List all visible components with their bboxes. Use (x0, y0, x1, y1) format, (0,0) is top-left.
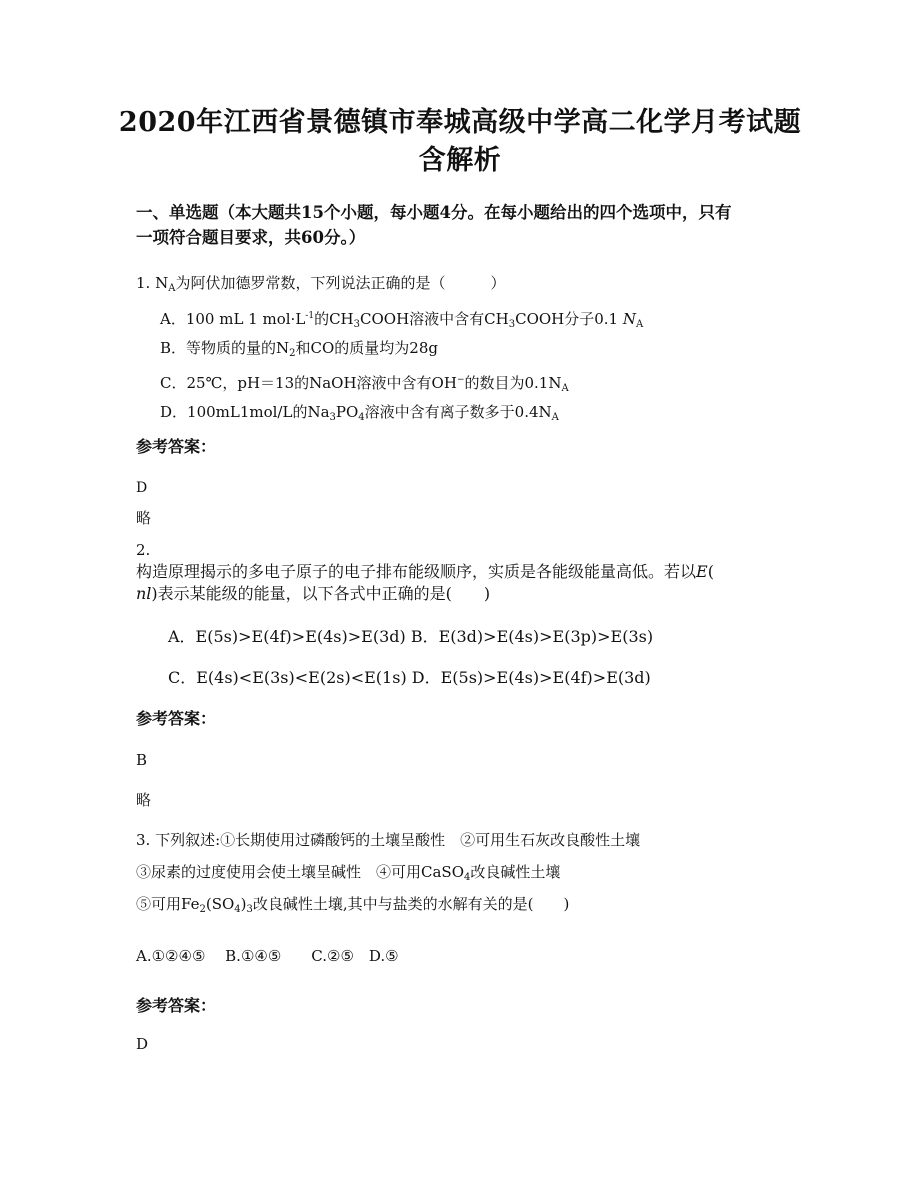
q1-d-part2: PO (335, 403, 359, 421)
section-heading-line-2: 一项符合题目要求，共60分。） (136, 228, 366, 247)
q1-a-n: N (622, 310, 636, 328)
q1-d-sub1: 3 (329, 412, 336, 423)
q3-line3-part4: 改良碱性土壤,其中与盐类的水解有关的是( ) (252, 895, 570, 913)
q1-answer: D (136, 480, 148, 496)
section-heading (136, 200, 786, 250)
q2-answer-label: 参考答案： (136, 709, 217, 728)
q1-b-sub: 2 (289, 348, 296, 359)
q1-a-part2: 的CH (314, 310, 354, 328)
q2-number: 2. (136, 541, 151, 559)
q1-a-sub1: 3 (353, 319, 360, 330)
q1-b-part1: B．等物质的量的N (160, 339, 290, 357)
q1-c-sup: − (456, 375, 465, 385)
q1-n-sub: A (168, 283, 176, 294)
q2-stem2-nl: nl (136, 584, 152, 603)
q2-note: 略 (136, 791, 152, 809)
q1-c-part2: 的数目为0.1N (464, 374, 562, 392)
q3-line-1: 3. 下列叙述:①长期使用过磷酸钙的土壤呈酸性 ②可用生石灰改良酸性土壤 (136, 831, 641, 849)
q1-answer-label: 参考答案： (136, 437, 217, 456)
q2-stem1-e: E (696, 562, 708, 581)
section-heading-line-1: 一、单选题（本大题共15个小题，每小题4分。在每小题给出的四个选项中，只有 (136, 203, 732, 222)
title-line-2: 含解析 (418, 145, 502, 176)
q1-a-part4: COOH分子0.1 (515, 310, 623, 328)
q1-d-sub2: 4 (358, 412, 365, 423)
q2-stem2-text: )表示某能级的能量，以下各式中正确的是( ) (151, 584, 491, 603)
q1-c-part1: C．25℃，pH＝13的NaOH溶液中含有OH (160, 374, 457, 392)
q3-options: A.①②④⑤ B.①④⑤ C.②⑤ D.⑤ (136, 947, 399, 965)
q1-stem (136, 273, 505, 299)
q1-d-sub3: A (551, 412, 559, 423)
q1-a-sup: -1 (305, 311, 315, 321)
q2-options-line-2: C．E(4s)<E(3s)<E(2s)<E(1s) D．E(5s)>E(4s)>E(4f)>E(3d) (168, 668, 651, 687)
title-line-1: 2020年江西省景德镇市奉城高级中学高二化学月考试题 (118, 107, 802, 138)
q1-a-sub2: 3 (508, 319, 516, 330)
q1-stem-text: 为阿伏加德罗常数，下列说法正确的是（ ） (175, 274, 506, 292)
q2-stem-line-1 (136, 562, 714, 582)
q1-a-part3: COOH溶液中含有CH (360, 310, 509, 328)
q3-line3-sub3: 3 (246, 904, 253, 915)
q3-line-2 (136, 862, 560, 888)
q1-option-c (160, 370, 569, 399)
q3-line3-sub1: 2 (199, 904, 206, 915)
q1-note: 略 (136, 509, 152, 527)
q1-c-sub: A (561, 383, 569, 394)
q2-stem1-paren: ( (707, 562, 714, 581)
q1-a-part1: A．100 mL 1 mol·L (160, 310, 306, 328)
q3-answer: D (136, 1035, 149, 1053)
q1-a-nsub: A (636, 319, 644, 330)
q3-line3-part2: (SO (205, 895, 235, 913)
q2-stem-line-2 (136, 584, 490, 604)
q2-options-line-1: A．E(5s)>E(4f)>E(4s)>E(3d) B．E(3d)>E(4s)>E(3p)>E(3s) (168, 627, 654, 646)
q2-stem1-text: 构造原理揭示的多电子原子的电子排布能级顺序，实质是各能级能量高低。若以 (136, 562, 697, 581)
q3-answer-label: 参考答案： (136, 996, 217, 1015)
q2-answer: B (136, 751, 148, 769)
q1-option-d (160, 402, 559, 428)
q1-option-b (160, 338, 438, 364)
q1-d-part3: 溶液中含有离子数多于0.4N (364, 403, 552, 421)
q3-line3-part3: ) (240, 895, 247, 913)
q1-number: 1. N (136, 274, 169, 292)
q3-line-3 (136, 894, 569, 920)
q3-line2-part1: ③尿素的过度使用会使土壤呈碱性 ④可用CaSO (136, 863, 464, 881)
q1-option-a (160, 306, 643, 335)
q1-d-part1: D．100mL1mol/L的Na (160, 403, 330, 421)
q1-b-part2: 和CO的质量均为28g (295, 339, 438, 357)
q3-line2-sub: 4 (464, 872, 471, 883)
document-title (60, 104, 860, 180)
q3-line3-sub2: 4 (234, 904, 241, 915)
q3-line2-part2: 改良碱性土壤 (470, 863, 561, 881)
q3-line3-part1: ⑤可用Fe (136, 895, 200, 913)
